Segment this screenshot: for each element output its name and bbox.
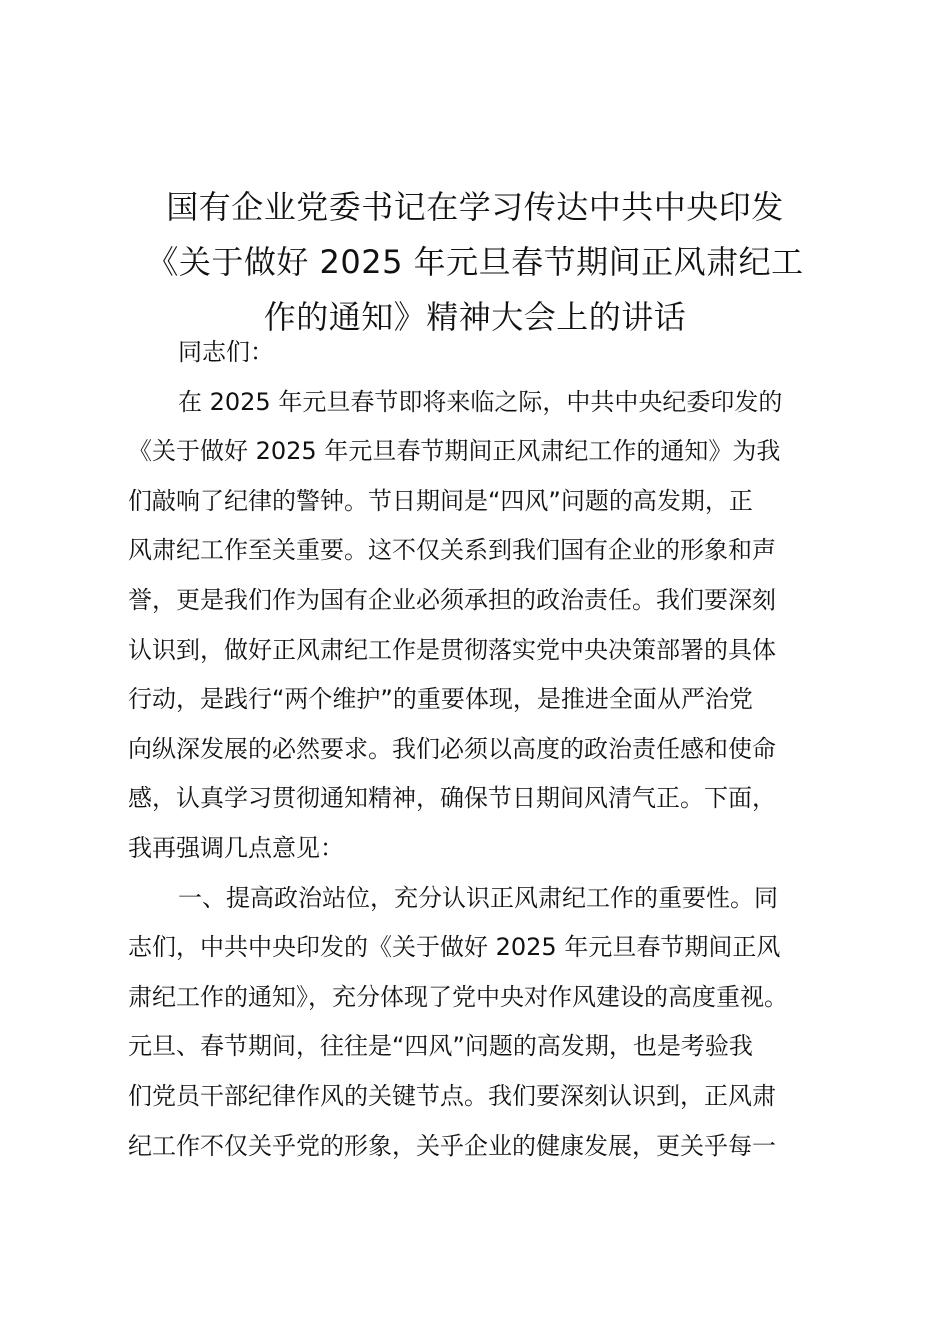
paragraph-line: 感，认真学习贯彻通知精神，确保节日期间风清气正。下面， (128, 784, 776, 813)
section-heading-line: 一、提高政治站位，充分认识正风肃纪工作的重要性。同 (178, 883, 778, 912)
document-body (128, 328, 848, 1171)
paragraph-line: 向纵深发展的必然要求。我们必须以高度的政治责任感和使命 (128, 734, 776, 763)
paragraph-line: 纪工作不仅关乎党的形象，关乎企业的健康发展，更关乎每一 (128, 1131, 776, 1160)
paragraph-line: 《关于做好 2025 年元旦春节期间正风肃纪工作的通知》为我 (128, 437, 781, 466)
title-line-1: 国有企业党委书记在学习传达中共中央印发 (166, 188, 784, 226)
title-line-3: 作的通知》精神大会上的讲话 (263, 298, 687, 336)
paragraph-line: 认识到，做好正风肃纪工作是贯彻落实党中央决策部署的具体 (128, 635, 776, 664)
paragraph-line: 誉，更是我们作为国有企业必须承担的政治责任。我们要深刻 (128, 585, 776, 614)
paragraph-line: 志们，中共中央印发的《关于做好 2025 年元旦春节期间正风 (128, 933, 781, 962)
paragraph-line: 们敲响了纪律的警钟。节日期间是“四风”问题的高发期，正 (128, 486, 753, 515)
document-title (100, 180, 850, 345)
paragraph-line: 在 2025 年元旦春节即将来临之际，中共中央纪委印发的 (178, 387, 783, 416)
salutation: 同志们： (178, 338, 274, 366)
title-line-2: 《关于做好 2025 年元旦春节期间正风肃纪工 (146, 243, 804, 281)
paragraph-line: 肃纪工作的通知》，充分体现了党中央对作风建设的高度重视。 (128, 982, 788, 1011)
paragraph-line: 们党员干部纪律作风的关键节点。我们要深刻认识到，正风肃 (128, 1081, 776, 1110)
paragraph-line: 风肃纪工作至关重要。这不仅关系到我们国有企业的形象和声 (128, 536, 776, 565)
paragraph-line: 我再强调几点意见： (128, 833, 344, 862)
paragraph-line: 元旦、春节期间，往往是“四风”问题的高发期，也是考验我 (128, 1032, 753, 1061)
paragraph-line: 行动，是践行“两个维护”的重要体现，是推进全面从严治党 (128, 685, 753, 714)
